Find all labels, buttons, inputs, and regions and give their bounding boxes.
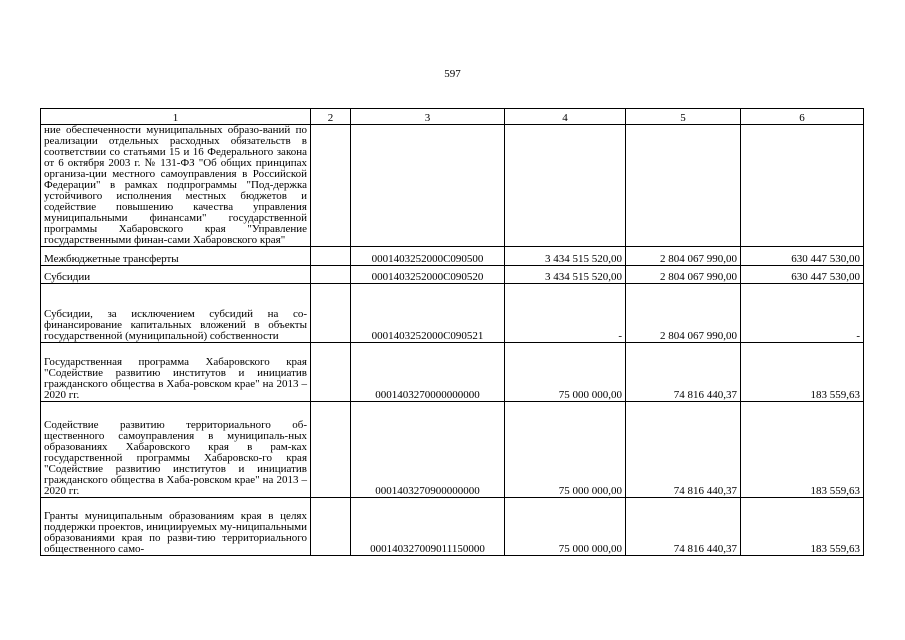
table-row — [41, 125, 864, 247]
table-row — [41, 498, 864, 556]
row-col2 — [311, 402, 351, 498]
row-remainder: 630 447 530,00 — [741, 266, 864, 284]
row-executed — [626, 125, 741, 247]
table-row — [41, 284, 864, 343]
row-code: 000140327009011150000 — [351, 498, 505, 556]
table-row — [41, 266, 864, 284]
row-remainder: 183 559,63 — [741, 402, 864, 498]
row-executed: 2 804 067 990,00 — [626, 247, 741, 266]
row-plan: 3 434 515 520,00 — [505, 266, 626, 284]
budget-table — [40, 108, 864, 556]
row-description: Содействие развитию территориального об-щественного самоуправления в муниципаль-ных образованиях Хабаровского края в рам-ках государственной программы Хабаровско-го края "Содействие развитию институтов и инициатив гражданского общества в Хаба-ровском крае" на 2013 – 2020 гг. — [41, 402, 311, 498]
row-col2 — [311, 247, 351, 266]
row-executed: 2 804 067 990,00 — [626, 284, 741, 343]
row-code: 0001403270900000000 — [351, 402, 505, 498]
row-description: Субсидии — [41, 266, 311, 284]
column-number-row — [41, 109, 864, 125]
row-description: Субсидии, за исключением субсидий на со-финансирование капитальных вложений в объекты государственной (муниципальной) собственности — [41, 284, 311, 343]
row-col2 — [311, 125, 351, 247]
table-row — [41, 343, 864, 402]
table-row — [41, 402, 864, 498]
row-code: 0001403252000С090521 — [351, 284, 505, 343]
page-number: 597 — [444, 68, 461, 80]
row-plan — [505, 125, 626, 247]
column-header-3: 3 — [351, 109, 505, 125]
row-executed: 74 816 440,37 — [626, 343, 741, 402]
column-header-5: 5 — [626, 109, 741, 125]
column-header-6: 6 — [741, 109, 864, 125]
row-code — [351, 125, 505, 247]
row-plan: 3 434 515 520,00 — [505, 247, 626, 266]
row-col2 — [311, 284, 351, 343]
row-plan: - — [505, 284, 626, 343]
row-executed: 74 816 440,37 — [626, 498, 741, 556]
column-header-1: 1 — [41, 109, 311, 125]
row-executed: 74 816 440,37 — [626, 402, 741, 498]
row-description: Гранты муниципальным образованиям края в целях поддержки проектов, инициируемых му-ниципальными образованиями края по разви-тию территориального общественного само- — [41, 498, 311, 556]
row-remainder: 183 559,63 — [741, 343, 864, 402]
column-header-4: 4 — [505, 109, 626, 125]
row-code: 0001403270000000000 — [351, 343, 505, 402]
row-executed: 2 804 067 990,00 — [626, 266, 741, 284]
row-plan: 75 000 000,00 — [505, 498, 626, 556]
row-plan: 75 000 000,00 — [505, 343, 626, 402]
table-row — [41, 247, 864, 266]
row-remainder — [741, 125, 864, 247]
row-remainder: 183 559,63 — [741, 498, 864, 556]
row-description: Государственная программа Хабаровского края "Содействие развитию институтов и инициатив гражданского общества в Хаба-ровском крае" на 2013 – 2020 гг. — [41, 343, 311, 402]
row-description: ние обеспеченности муниципальных образо-ваний по реализации отдельных расходных обязательств в соответствии со статьями 15 и 16 Федерального закона от 6 октября 2003 г. № 131-ФЗ "Об общих принципах организа-ции местного самоуправления в Российской Федерации" в рамках подпрограммы "Под-держка устойчивого исполнения местных бюджетов и содействие повышению качества управления муниципальными финансами" государственной программы Хабаровского края "Управление государственными финан-сами Хабаровского края" — [41, 125, 311, 247]
row-col2 — [311, 498, 351, 556]
row-remainder: 630 447 530,00 — [741, 247, 864, 266]
row-plan: 75 000 000,00 — [505, 402, 626, 498]
row-remainder: - — [741, 284, 864, 343]
row-col2 — [311, 266, 351, 284]
column-header-2: 2 — [311, 109, 351, 125]
row-code: 0001403252000С090520 — [351, 266, 505, 284]
row-description: Межбюджетные трансферты — [41, 247, 311, 266]
row-col2 — [311, 343, 351, 402]
row-code: 0001403252000С090500 — [351, 247, 505, 266]
